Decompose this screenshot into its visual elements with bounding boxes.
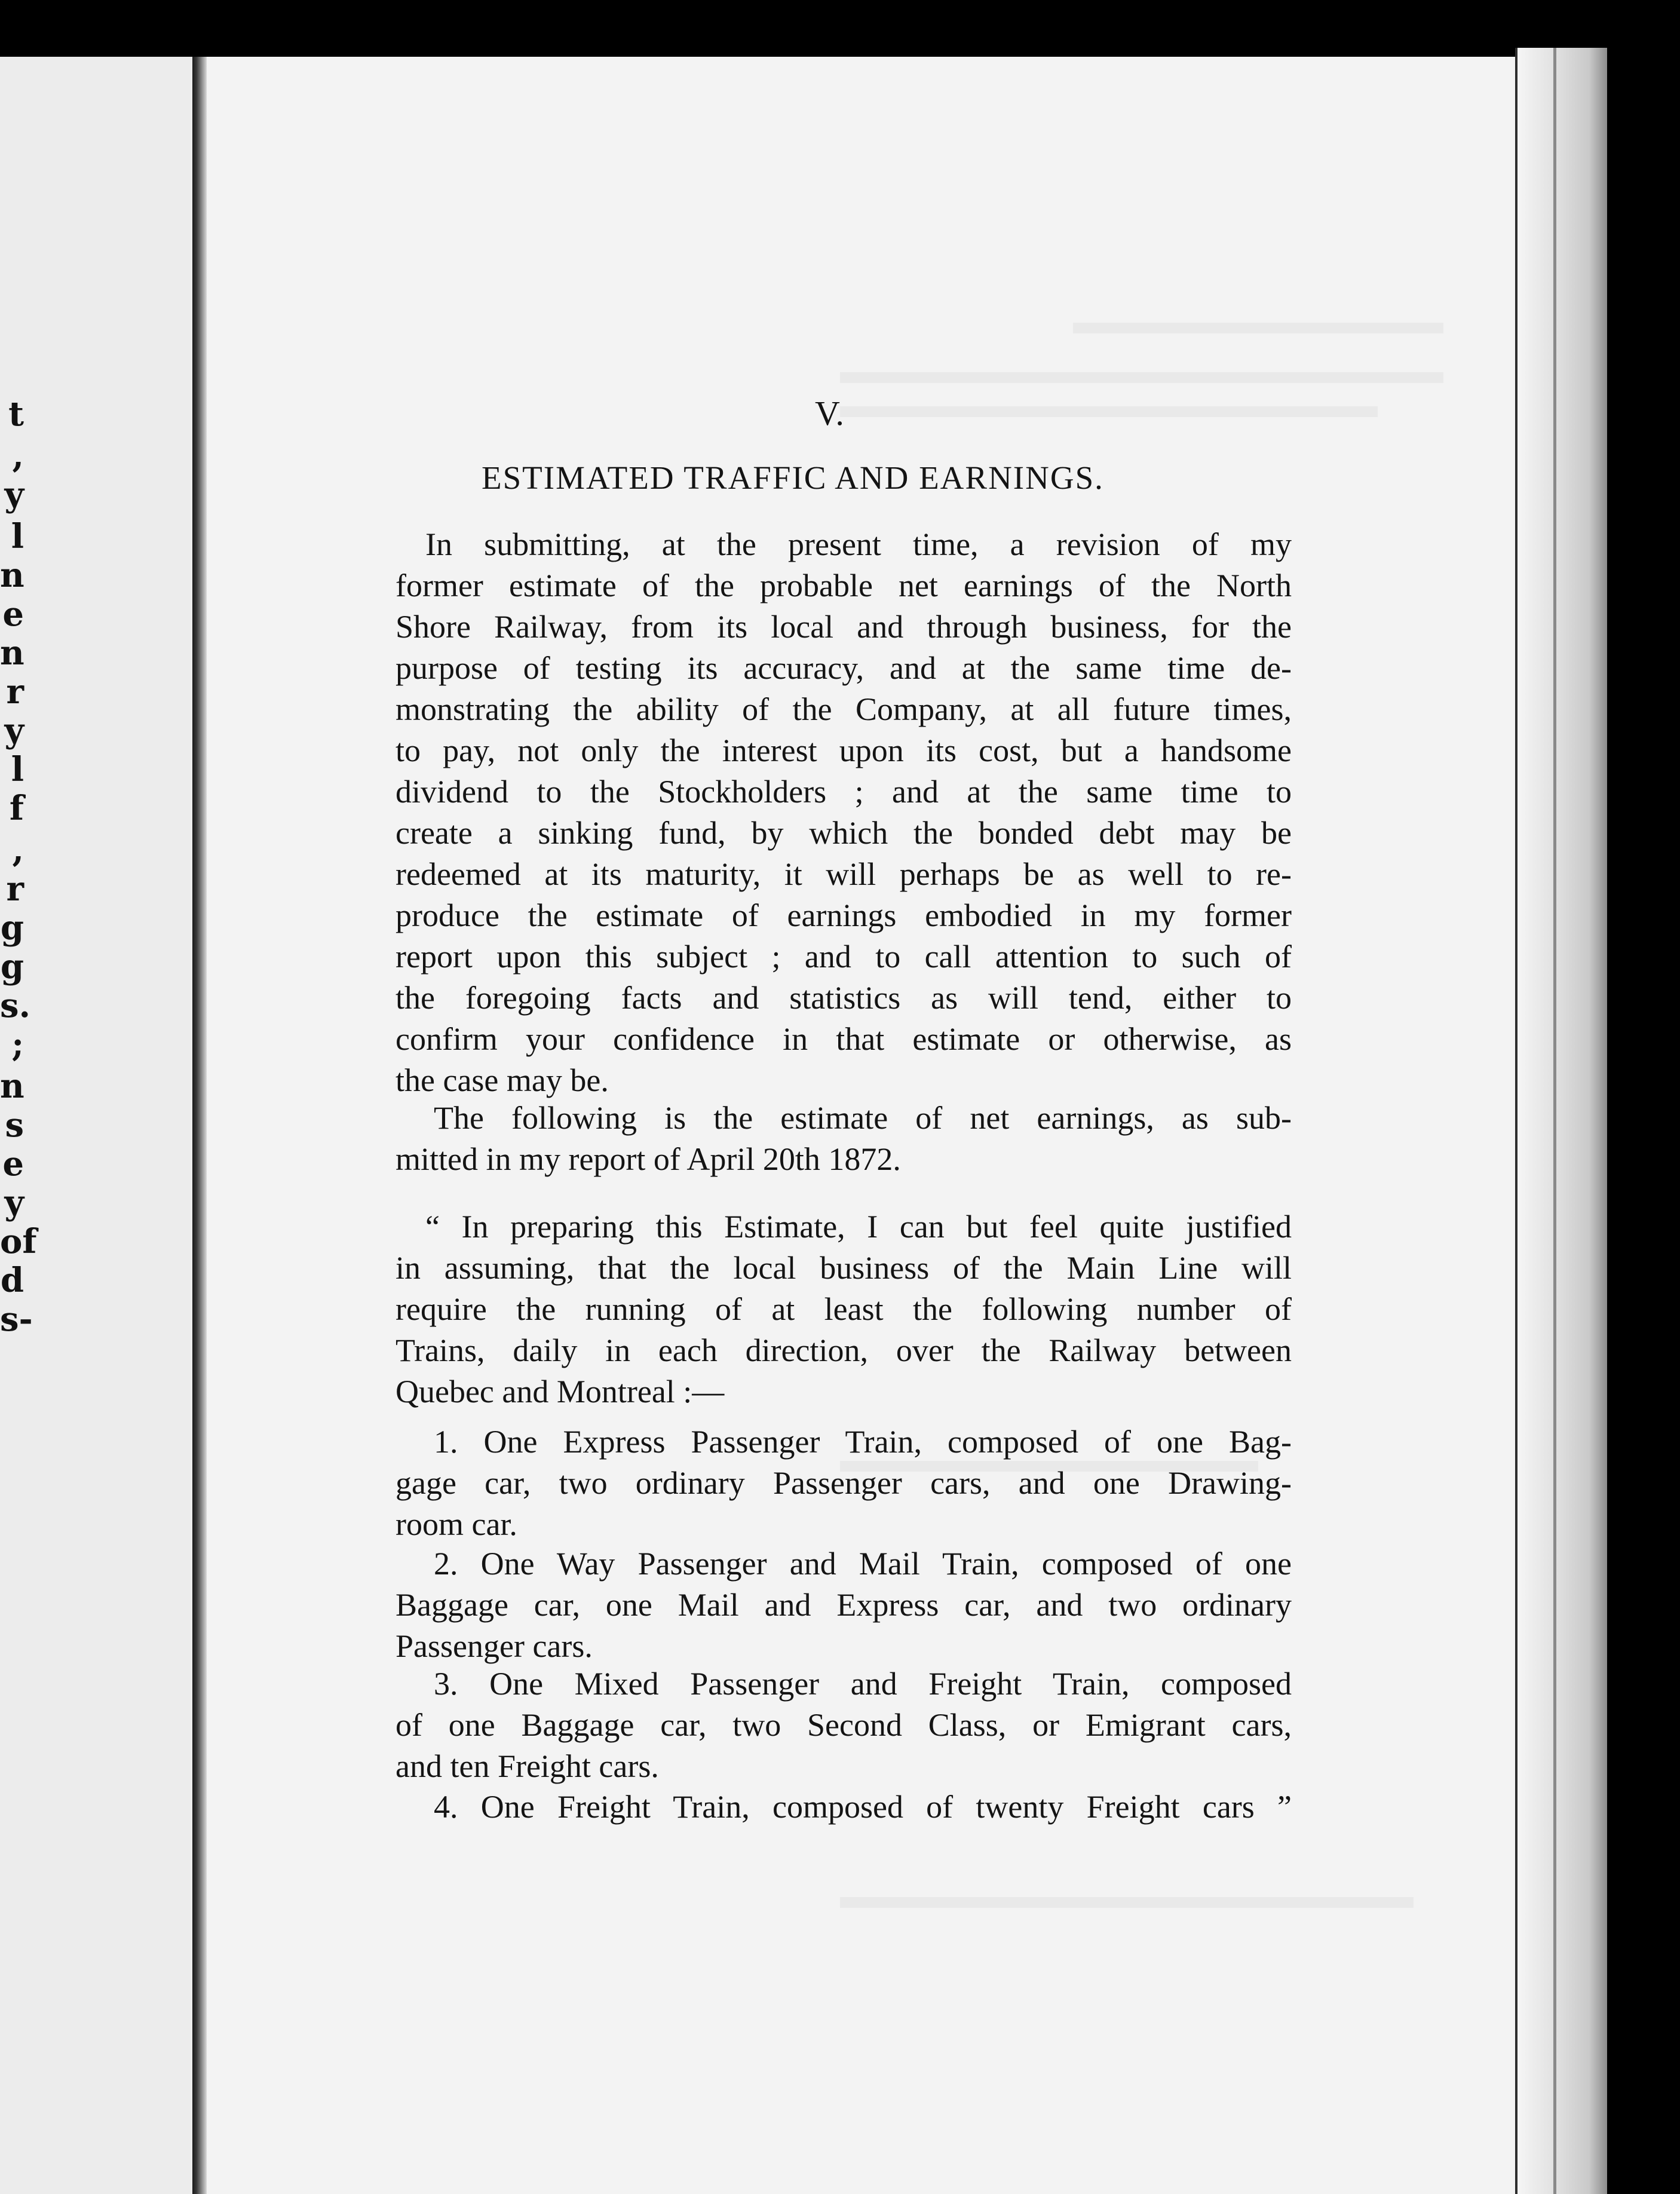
left-page-char: l: [11, 750, 24, 789]
left-page-char: ,: [12, 436, 24, 476]
text-line: 3. One Mixed Passenger and Freight Train, composed: [434, 1666, 1292, 1702]
left-page-char: g: [0, 908, 24, 948]
text-line: redeemed at its maturity, it will perhaps be as well to re-: [396, 856, 1292, 892]
show-through-ghost: [840, 1897, 1414, 1908]
left-page-char: f: [9, 789, 24, 828]
text-line: 4. One Freight Train, composed of twenty Freight cars ”: [434, 1789, 1292, 1825]
left-page-char: s: [5, 1105, 24, 1145]
text-line: to pay, not only the interest upon its cost, but a handsome: [396, 733, 1292, 768]
text-line: dividend to the Stockholders ; and at the same time to: [396, 774, 1292, 810]
left-page-char: s-: [0, 1300, 33, 1339]
text-line: former estimate of the probable net earnings of the North: [396, 568, 1292, 603]
show-through-ghost: [840, 372, 1443, 383]
text-line: “ In preparing this Estimate, I can but feel quite justified: [425, 1209, 1292, 1245]
text-line: report upon this subject ; and to call attention to such of: [396, 939, 1292, 975]
text-line: gage car, two ordinary Passenger cars, and one Drawing-: [396, 1465, 1292, 1501]
left-page-char: r: [6, 672, 24, 712]
text-line: 1. One Express Passenger Train, composed of one Bag-: [434, 1424, 1292, 1460]
text-line: Trains, daily in each direction, over the Railway between: [396, 1332, 1292, 1368]
text-line: of one Baggage car, two Second Class, or Emigrant cars,: [396, 1707, 1292, 1743]
text-line: and ten Freight cars.: [396, 1748, 659, 1784]
left-page-char: l: [11, 517, 24, 556]
show-through-ghost: [1073, 323, 1443, 333]
text-line: Shore Railway, from its local and through business, for the: [396, 609, 1292, 645]
text-line: monstrating the ability of the Company, at all future times,: [396, 691, 1292, 727]
left-page-char: y: [4, 711, 24, 750]
left-page-char: ;: [11, 1025, 24, 1064]
chapter-heading: ESTIMATED TRAFFIC AND EARNINGS.: [482, 459, 1104, 496]
page-gutter: [192, 57, 207, 2194]
text-line: create a sinking fund, by which the bonded debt may be: [396, 815, 1292, 851]
left-page-char: e: [2, 595, 24, 634]
text-line: the foregoing facts and statistics as will tend, either to: [396, 980, 1292, 1016]
right-page-edges: [1515, 48, 1607, 2194]
left-page-char: d: [0, 1261, 24, 1300]
text-line: Passenger cars.: [396, 1628, 593, 1664]
section-number: V.: [815, 394, 844, 433]
left-page-char: y: [4, 1183, 24, 1222]
text-line: 2. One Way Passenger and Mail Train, composed of one: [434, 1546, 1292, 1582]
left-page-char: r: [6, 869, 24, 909]
text-line: mitted in my report of April 20th 1872.: [396, 1141, 901, 1177]
left-page-char: t: [8, 394, 24, 434]
left-page-char: n: [0, 633, 24, 673]
left-page-edge: [0, 57, 194, 2194]
text-line: produce the estimate of earnings embodied in my former: [396, 897, 1292, 933]
left-page-char: g: [0, 947, 24, 986]
text-line: The following is the estimate of net earnings, as sub-: [434, 1100, 1292, 1136]
text-line: purpose of testing its accuracy, and at the same time de-: [396, 650, 1292, 686]
text-line: Quebec and Montreal :—: [396, 1374, 725, 1409]
left-page-char: ,: [12, 831, 24, 870]
left-page-char: of: [0, 1222, 37, 1261]
left-page-char: s.: [0, 986, 31, 1025]
left-page-char: e: [2, 1144, 24, 1184]
text-line: confirm your confidence in that estimate or otherwise, as: [396, 1021, 1292, 1057]
text-line: In submitting, at the present time, a revision of my: [425, 526, 1292, 562]
text-line: room car.: [396, 1506, 517, 1542]
left-page-char: y: [4, 475, 24, 514]
text-line: the case may be.: [396, 1062, 609, 1098]
text-line: in assuming, that the local business of the Main Line will: [396, 1250, 1292, 1286]
show-through-ghost: [840, 406, 1378, 417]
left-page-char: n: [0, 556, 24, 595]
text-line: Baggage car, one Mail and Express car, and two ordinary: [396, 1587, 1292, 1623]
text-line: require the running of at least the following number of: [396, 1291, 1292, 1327]
left-page-char: n: [0, 1067, 24, 1106]
